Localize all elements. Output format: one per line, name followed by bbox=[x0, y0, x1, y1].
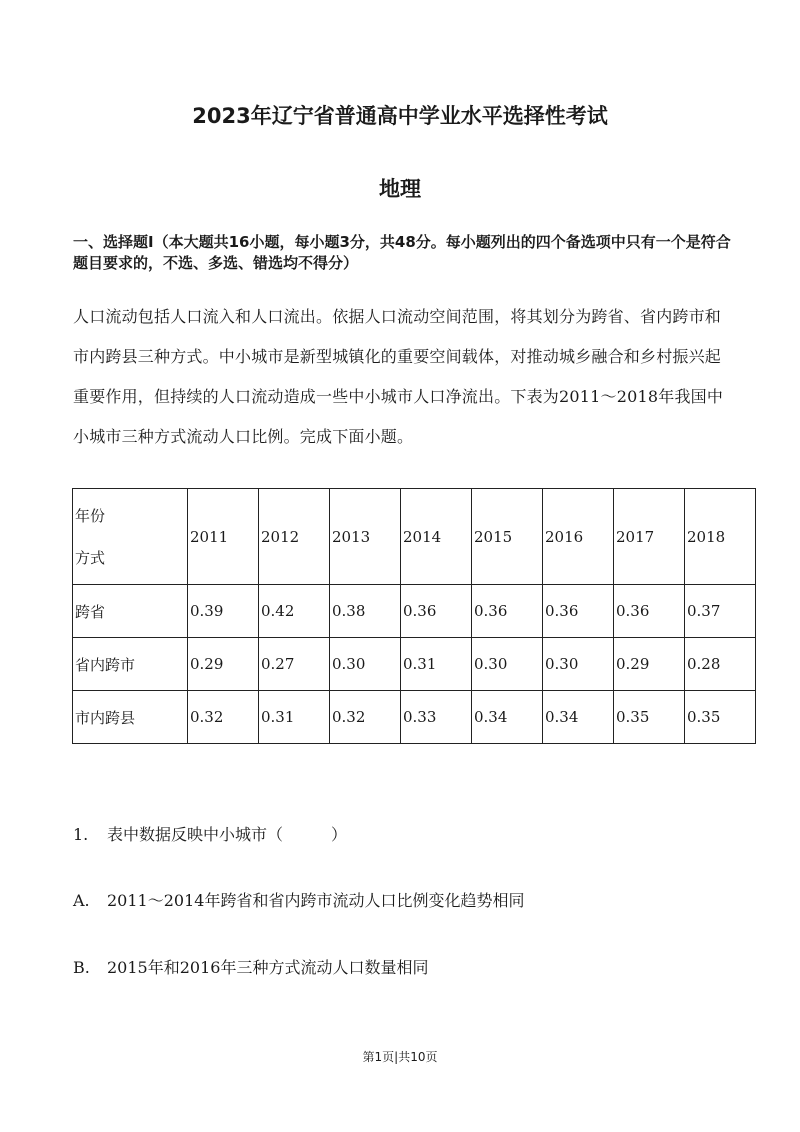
header-corner-cell bbox=[73, 489, 188, 585]
exam-title: 2023年辽宁省普通高中学业水平选择性考试 bbox=[192, 104, 608, 128]
header-mode-label: 方式 bbox=[75, 548, 106, 567]
page-footer: 第1页|共10页 bbox=[362, 1050, 438, 1064]
row-label: 市内跨县 bbox=[73, 691, 188, 744]
table-cell: 0.42 bbox=[259, 585, 330, 638]
table-cell: 0.38 bbox=[330, 585, 401, 638]
table-header-row bbox=[73, 489, 756, 585]
year-header: 2014 bbox=[401, 489, 472, 585]
year-header: 2018 bbox=[685, 489, 756, 585]
table-cell: 0.36 bbox=[472, 585, 543, 638]
table-cell: 0.31 bbox=[401, 638, 472, 691]
year-header: 2011 bbox=[188, 489, 259, 585]
year-header: 2017 bbox=[614, 489, 685, 585]
table-row bbox=[73, 585, 756, 638]
table-row bbox=[73, 691, 756, 744]
migration-table bbox=[72, 488, 756, 744]
table-cell: 0.28 bbox=[685, 638, 756, 691]
option-text: 2015年和2016年三种方式流动人口数量相同 bbox=[107, 958, 429, 977]
table-cell: 0.34 bbox=[472, 691, 543, 744]
table-cell: 0.34 bbox=[543, 691, 614, 744]
intro-paragraph: 人口流动包括人口流入和人口流出。依据人口流动空间范围，将其划分为跨省、省内跨市和市内跨县三种方式。中小城市是新型城镇化的重要空间载体，对推动城乡融合和乡村振兴起重要作用，但持续的人口流动造成一些中小城市人口净流出。下表为2011～2018年我国中小城市三种方式流动人口比例。完成下面小题。 bbox=[73, 307, 724, 446]
table-cell: 0.29 bbox=[614, 638, 685, 691]
table-cell: 0.29 bbox=[188, 638, 259, 691]
option-letter: A. bbox=[73, 891, 90, 910]
option-b[interactable] bbox=[73, 955, 428, 978]
year-header: 2015 bbox=[472, 489, 543, 585]
row-label: 跨省 bbox=[73, 585, 188, 638]
table-cell: 0.30 bbox=[472, 638, 543, 691]
table-cell: 0.31 bbox=[259, 691, 330, 744]
option-a[interactable] bbox=[73, 888, 524, 911]
year-header: 2012 bbox=[259, 489, 330, 585]
table-cell: 0.30 bbox=[543, 638, 614, 691]
table-cell: 0.32 bbox=[188, 691, 259, 744]
option-letter: B. bbox=[73, 958, 90, 977]
option-text: 2011～2014年跨省和省内跨市流动人口比例变化趋势相同 bbox=[107, 891, 525, 910]
table-cell: 0.36 bbox=[401, 585, 472, 638]
table-cell: 0.37 bbox=[685, 585, 756, 638]
table-cell: 0.35 bbox=[685, 691, 756, 744]
table-cell: 0.39 bbox=[188, 585, 259, 638]
question-number: 1. bbox=[73, 825, 89, 844]
year-header: 2016 bbox=[543, 489, 614, 585]
question-text: 表中数据反映中小城市（ ） bbox=[107, 825, 348, 844]
table-cell: 0.27 bbox=[259, 638, 330, 691]
table-cell: 0.35 bbox=[614, 691, 685, 744]
header-year-label: 年份 bbox=[75, 506, 106, 525]
section-heading: 一、选择题Ⅰ（本大题共16小题，每小题3分，共48分。每小题列出的四个备选项中只有一个是符合题目要求的，不选、多选、错选均不得分） bbox=[73, 233, 731, 272]
table-row bbox=[73, 638, 756, 691]
row-label: 省内跨市 bbox=[73, 638, 188, 691]
table-cell: 0.32 bbox=[330, 691, 401, 744]
table-cell: 0.36 bbox=[543, 585, 614, 638]
year-header: 2013 bbox=[330, 489, 401, 585]
table-cell: 0.30 bbox=[330, 638, 401, 691]
question-stem bbox=[73, 822, 347, 845]
subject-title: 地理 bbox=[379, 177, 421, 201]
table-cell: 0.33 bbox=[401, 691, 472, 744]
table-cell: 0.36 bbox=[614, 585, 685, 638]
